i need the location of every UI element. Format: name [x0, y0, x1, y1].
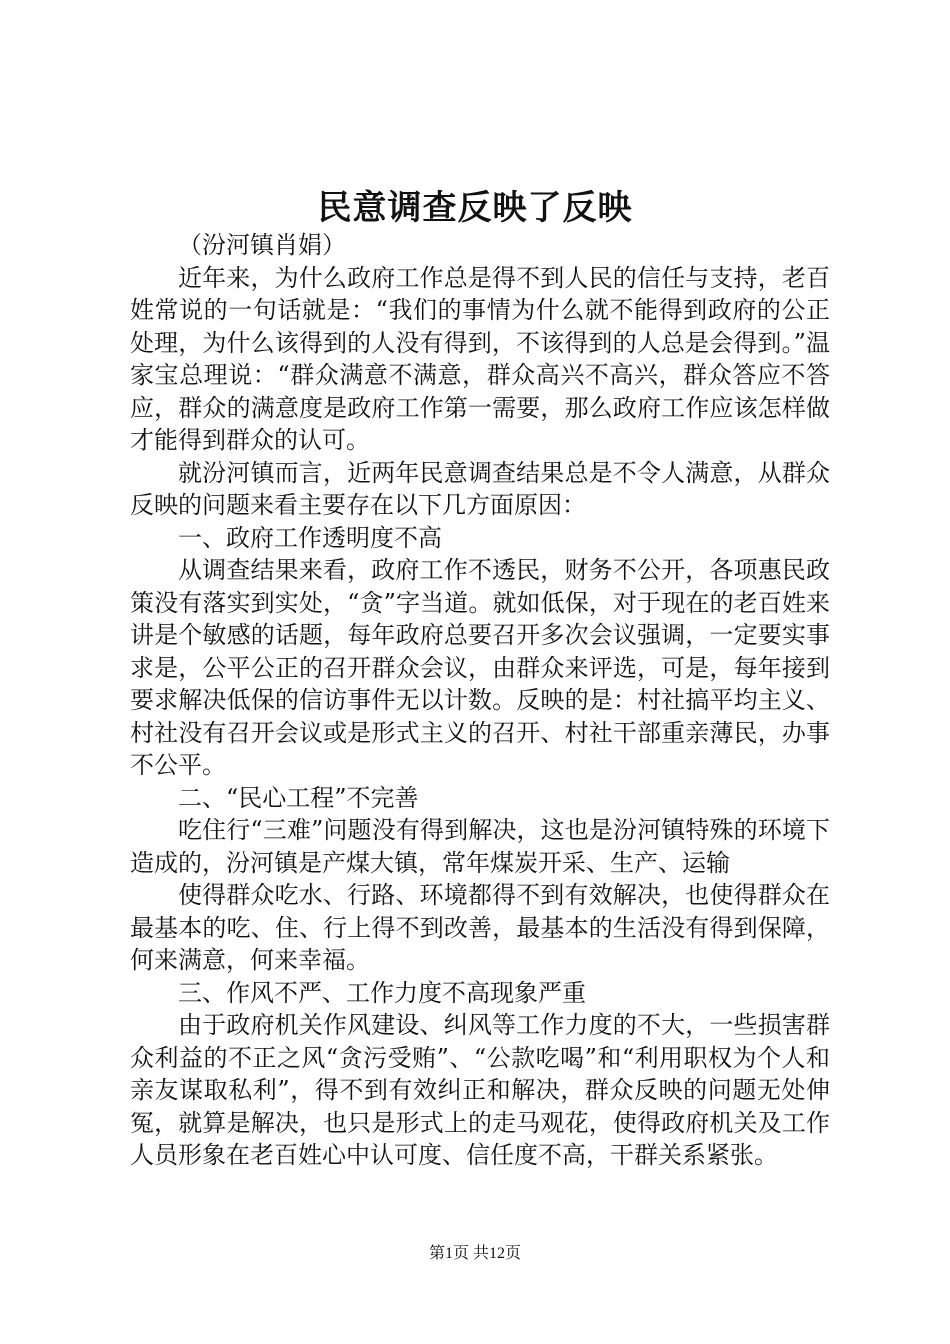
- paragraph-section-2b: 使得群众吃水、行路、环境都得不到有效解决，也使得群众在最基本的吃、住、行上得不到改善，最基本的生活没有得到保障，何来满意，何来幸福。: [130, 881, 830, 974]
- document-body: [130, 229, 830, 1172]
- page-footer: 第1页 共12页: [428, 1245, 521, 1262]
- paragraph-section-1: 从调查结果来看，政府工作不透民，财务不公开，各项惠民政策没有落实到实处，“贪”字当道。就如低保，对于现在的老百姓来讲是个敏感的话题，每年政府总要召开多次会议强调，一定要实事求是，公平公正的召开群众会议，由群众来评选，可是，每年接到要求解决低保的信访事件无以计数。反映的是：村社搞平均主义、村社没有召开会议或是形式主义的召开、村社干部重亲薄民，办事不公平。: [130, 556, 830, 779]
- paragraph-section-3: 由于政府机关作风建设、纠风等工作力度的不大，一些损害群众利益的不正之风“贪污受贿”、“公款吃喝”和“利用职权为个人和亲友谋取私利”，得不到有效纠正和解决，群众反映的问题无处伸冤，就算是解决，也只是形式上的走马观花，使得政府机关及工作人员形象在老百姓心中认可度、信任度不高，干群关系紧张。: [130, 1011, 830, 1169]
- section-heading-1: 一、政府工作透明度不高: [178, 523, 442, 552]
- section-heading-3: 三、作风不严、工作力度不高现象严重: [178, 978, 586, 1007]
- paragraph-overview: 就汾河镇而言，近两年民意调查结果总是不令人满意，从群众反映的问题来看主要存在以下几方面原因：: [130, 458, 830, 519]
- paragraph-section-2a: 吃住行“三难”问题没有得到解决，这也是汾河镇特殊的环境下造成的，汾河镇是产煤大镇，常年煤炭开采、生产、运输: [130, 816, 830, 877]
- author-line: （汾河镇肖娟）: [178, 231, 346, 259]
- section-heading-2: 二、“民心工程”不完善: [178, 783, 419, 812]
- paragraph-intro: 近年来，为什么政府工作总是得不到人民的信任与支持，老百姓常说的一句话就是：“我们的事情为什么就不能得到政府的公正处理，为什么该得到的人没有得到，不该得到的人总是会得到。”温家宝总理说：“群众满意不满意，群众高兴不高兴，群众答应不答应，群众的满意度是政府工作第一需要，那么政府工作应该怎样做才能得到群众的认可。: [130, 263, 830, 454]
- document-title: 民意调查反映了反映: [317, 188, 633, 228]
